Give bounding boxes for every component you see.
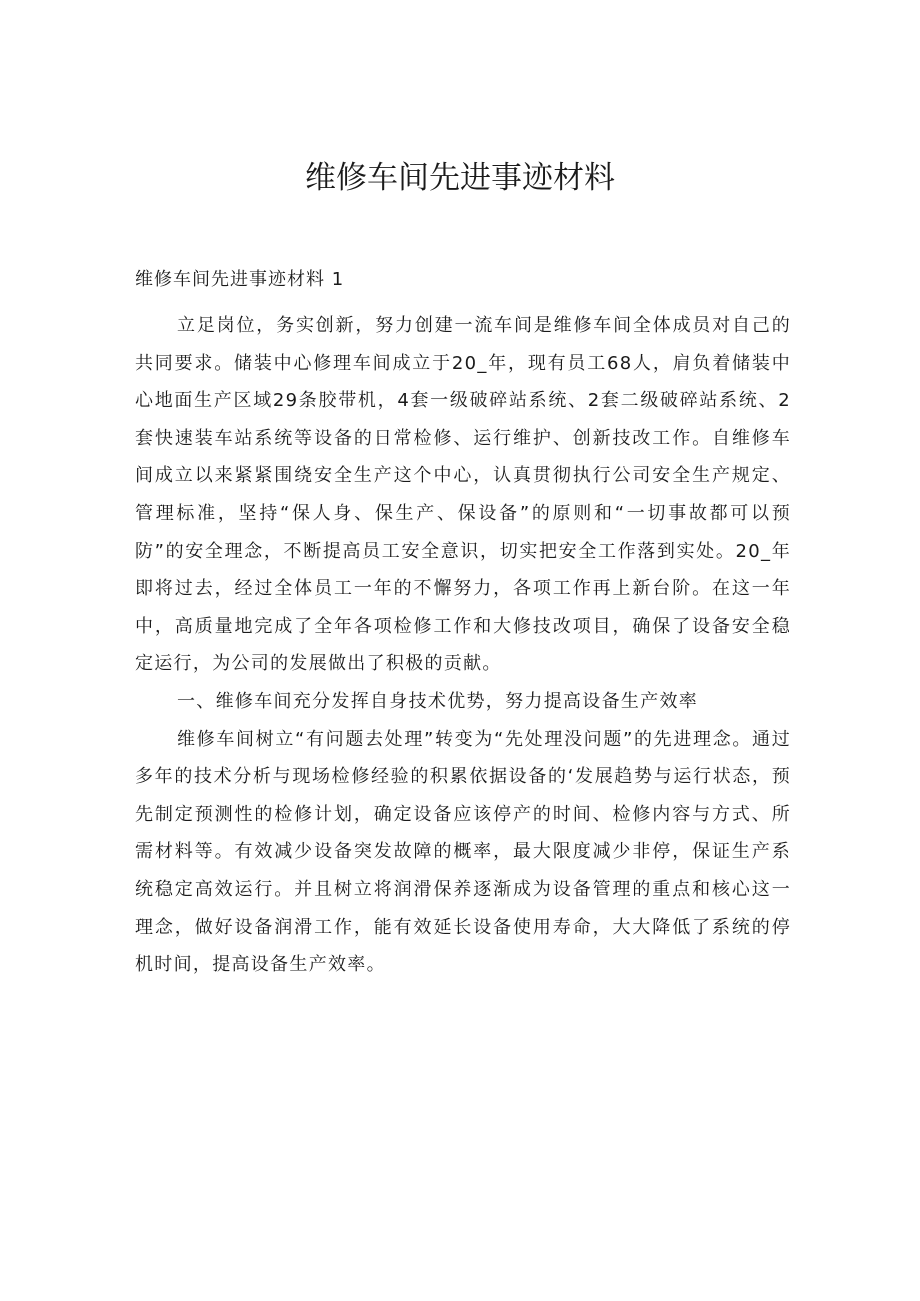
subheading-technical-advantage: 一、维修车间充分发挥自身技术优势，努力提高设备生产效率	[177, 690, 699, 712]
section-label: 维修车间先进事迹材料 1	[135, 269, 345, 290]
document-title: 维修车间先进事迹材料	[305, 160, 615, 196]
document-body	[135, 307, 791, 984]
paragraph-maintenance-concept: 维修车间树立“有问题去处理”转变为“先处理没问题”的先进理念。通过多年的技术分析与现场检修经验的积累依据设备的‘发展趋势与运行状态，预先制定预测性的检修计划，确定设备应该停产的时间、检修内容与方式、所需材料等。有效减少设备突发故障的概率，最大限度减少非停，保证生产系统稳定高效运行。并且树立将润滑保养逐渐成为设备管理的重点和核心这一理念，做好设备润滑工作，能有效延长设备使用寿命，大大降低了系统的停机时间，提高设备生产效率。	[135, 728, 791, 976]
paragraph-intro: 立足岗位，务实创新，努力创建一流车间是维修车间全体成员对自己的共同要求。储装中心修理车间成立于20_年，现有员工68人，肩负着储装中心地面生产区域29条胶带机，4套一级破碎站系统、2套二级破碎站系统、2套快速装车站系统等设备的日常检修、运行维护、创新技改工作。自维修车间成立以来紧紧围绕安全生产这个中心，认真贯彻执行公司安全生产规定、管理标准，坚持“保人身、保生产、保设备”的原则和“一切事故都可以预防”的安全理念，不断提高员工安全意识，切实把安全工作落到实处。20_年即将过去，经过全体员工一年的不懈努力，各项工作再上新台阶。在这一年中，高质量地完成了全年各项检修工作和大修技改项目，确保了设备安全稳定运行，为公司的发展做出了积极的贡献。	[135, 315, 791, 675]
